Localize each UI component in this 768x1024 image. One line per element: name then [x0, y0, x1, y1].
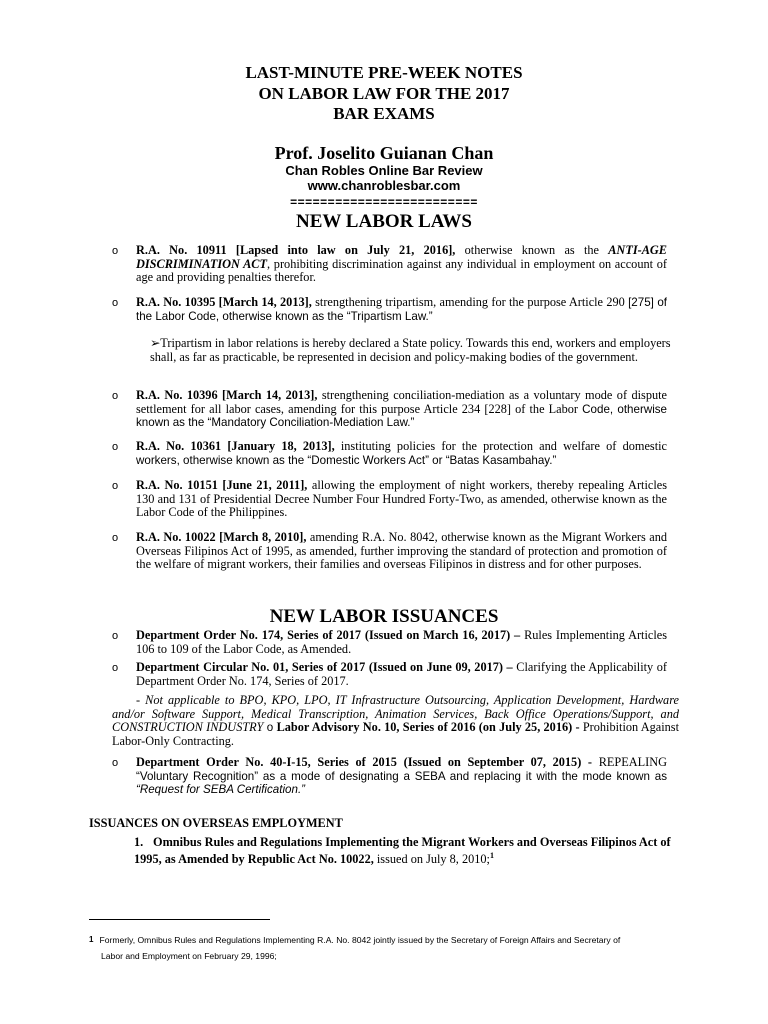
document-title-line-1: LAST-MINUTE PRE-WEEK NOTES	[245, 63, 523, 82]
footnote-reference[interactable]: 1	[489, 851, 494, 860]
list-item-text: R.A. No. 10395 [March 14, 2013], strengthening tripartism, amending for the purpose Article 290 [275] of the Labor Code, otherwise known as the “Tripartism Law.”	[136, 295, 667, 323]
list-item-text: Department Circular No. 01, Series of 2017 (Issued on June 09, 2017) – Clarifying the Applicability of Department Order No. 174, Series of 2017.	[136, 660, 667, 688]
list-item-text: R.A. No. 10361 [January 18, 2013], instituting policies for the protection and welfare of domestic workers, otherwise known as the “Domestic Workers Act” or “Batas Kasambahay.”	[136, 439, 667, 467]
bullet-icon: o	[112, 532, 119, 544]
footnote-text: Labor and Employment on February 29, 1996;	[101, 951, 277, 961]
document-title-line-3: BAR EXAMS	[333, 104, 435, 123]
author-name: Prof. Joselito Guianan Chan	[274, 143, 494, 163]
list-item-text: R.A. No. 10396 [March 14, 2013], strengthening conciliation-mediation as a voluntary mode of dispute settlement for all labor cases, amending for this purpose Article 234 [228] of the Labor Code, otherwise known as the “Mandatory Conciliation-Mediation Law.”	[136, 388, 668, 430]
bullet-icon: o	[112, 245, 119, 257]
bullet-icon: o	[112, 630, 119, 642]
bullet-icon: o	[112, 662, 119, 674]
list-item-text: Department Order No. 40-I-15, Series of 2015 (Issued on September 07, 2015) - REPEALING “Voluntary Recognition” as a mode of designating a SEBA and replacing it with the mode known as “Request for SEBA Certification.”	[136, 755, 668, 797]
bullet-icon: o	[112, 441, 119, 453]
numbered-item: 1. Omnibus Rules and Regulations Implementing the Migrant Workers and Overseas Filipinos Act of 1995, as Amended by Republic Act No. 10022, issued on July 8, 2010;$^1$	[134, 835, 671, 867]
section-label-overseas-employment: ISSUANCES ON OVERSEAS EMPLOYMENT	[89, 816, 343, 830]
website-url: www.chanroblesbar.com	[307, 178, 461, 193]
footnote	[89, 932, 689, 964]
bullet-icon: o	[112, 297, 119, 309]
separator-line: =========================	[290, 195, 478, 209]
list-item-text: R.A. No. 10151 [June 21, 2011], allowing the employment of night workers, thereby repealing Articles 130 and 131 of Presidential Decree Number Four Hundred Forty-Two, as amended, otherwise known as the Labor Code of the Philippines.	[136, 478, 667, 520]
document-title-line-2: ON LABOR LAW FOR THE 2017	[258, 84, 510, 103]
item-number: 1.	[134, 835, 144, 849]
list-item-text: Department Order No. 174, Series of 2017 (Issued on March 16, 2017) – Rules Implementing Articles 106 to 109 of the Labor Code, as Amended.	[136, 628, 668, 656]
footnote-mark: 1	[89, 935, 94, 944]
not-applicable-note: - Not applicable to BPO, KPO, LPO, IT Infrastructure Outsourcing, Application Development, Hardware and/or Software Support, Medical Transcription, Animation Services, Back Office Operations/Support, and CONSTRUCTION INDUSTRY o Labor Advisory No. 10, Series of 2016 (on July 25, 2016) - Prohibition Against Labor-Only Contracting.	[112, 693, 679, 748]
section-heading-new-labor-issuances: NEW LABOR ISSUANCES	[269, 606, 499, 627]
bullet-icon: o	[112, 757, 119, 769]
footnote-text: Formerly, Omnibus Rules and Regulations Implementing R.A. No. 8042 jointly issued by the Secretary of Foreign Affairs and Secretary of	[99, 935, 621, 945]
list-item-text: R.A. No. 10911 [Lapsed into law on July 21, 2016], otherwise known as the ANTI-AGE DISCRIMINATION ACT, prohibiting discrimination against any individual in employment on account of age and providing penalties therefor.	[136, 243, 667, 285]
tripartism-note: ➢Tripartism in labor relations is hereby declared a State policy. Towards this end, workers and employers shall, as far as practicable, be represented in decision and policy-making bodies of the government.	[150, 336, 671, 364]
organization-name: Chan Robles Online Bar Review	[285, 163, 483, 178]
list-item-text: R.A. No. 10022 [March 8, 2010], amending R.A. No. 8042, otherwise known as the Migrant Workers and Overseas Filipinos Act of 1995, as amended, further improving the standard of protection and promotion of the welfare of migrant workers, their families and overseas Filipinos in distress and for other purposes.	[136, 530, 668, 572]
section-heading-new-labor-laws: NEW LABOR LAWS	[296, 211, 472, 232]
bullet-icon: o	[112, 390, 119, 402]
footnote-divider	[89, 919, 270, 920]
bullet-icon: o	[112, 480, 119, 492]
